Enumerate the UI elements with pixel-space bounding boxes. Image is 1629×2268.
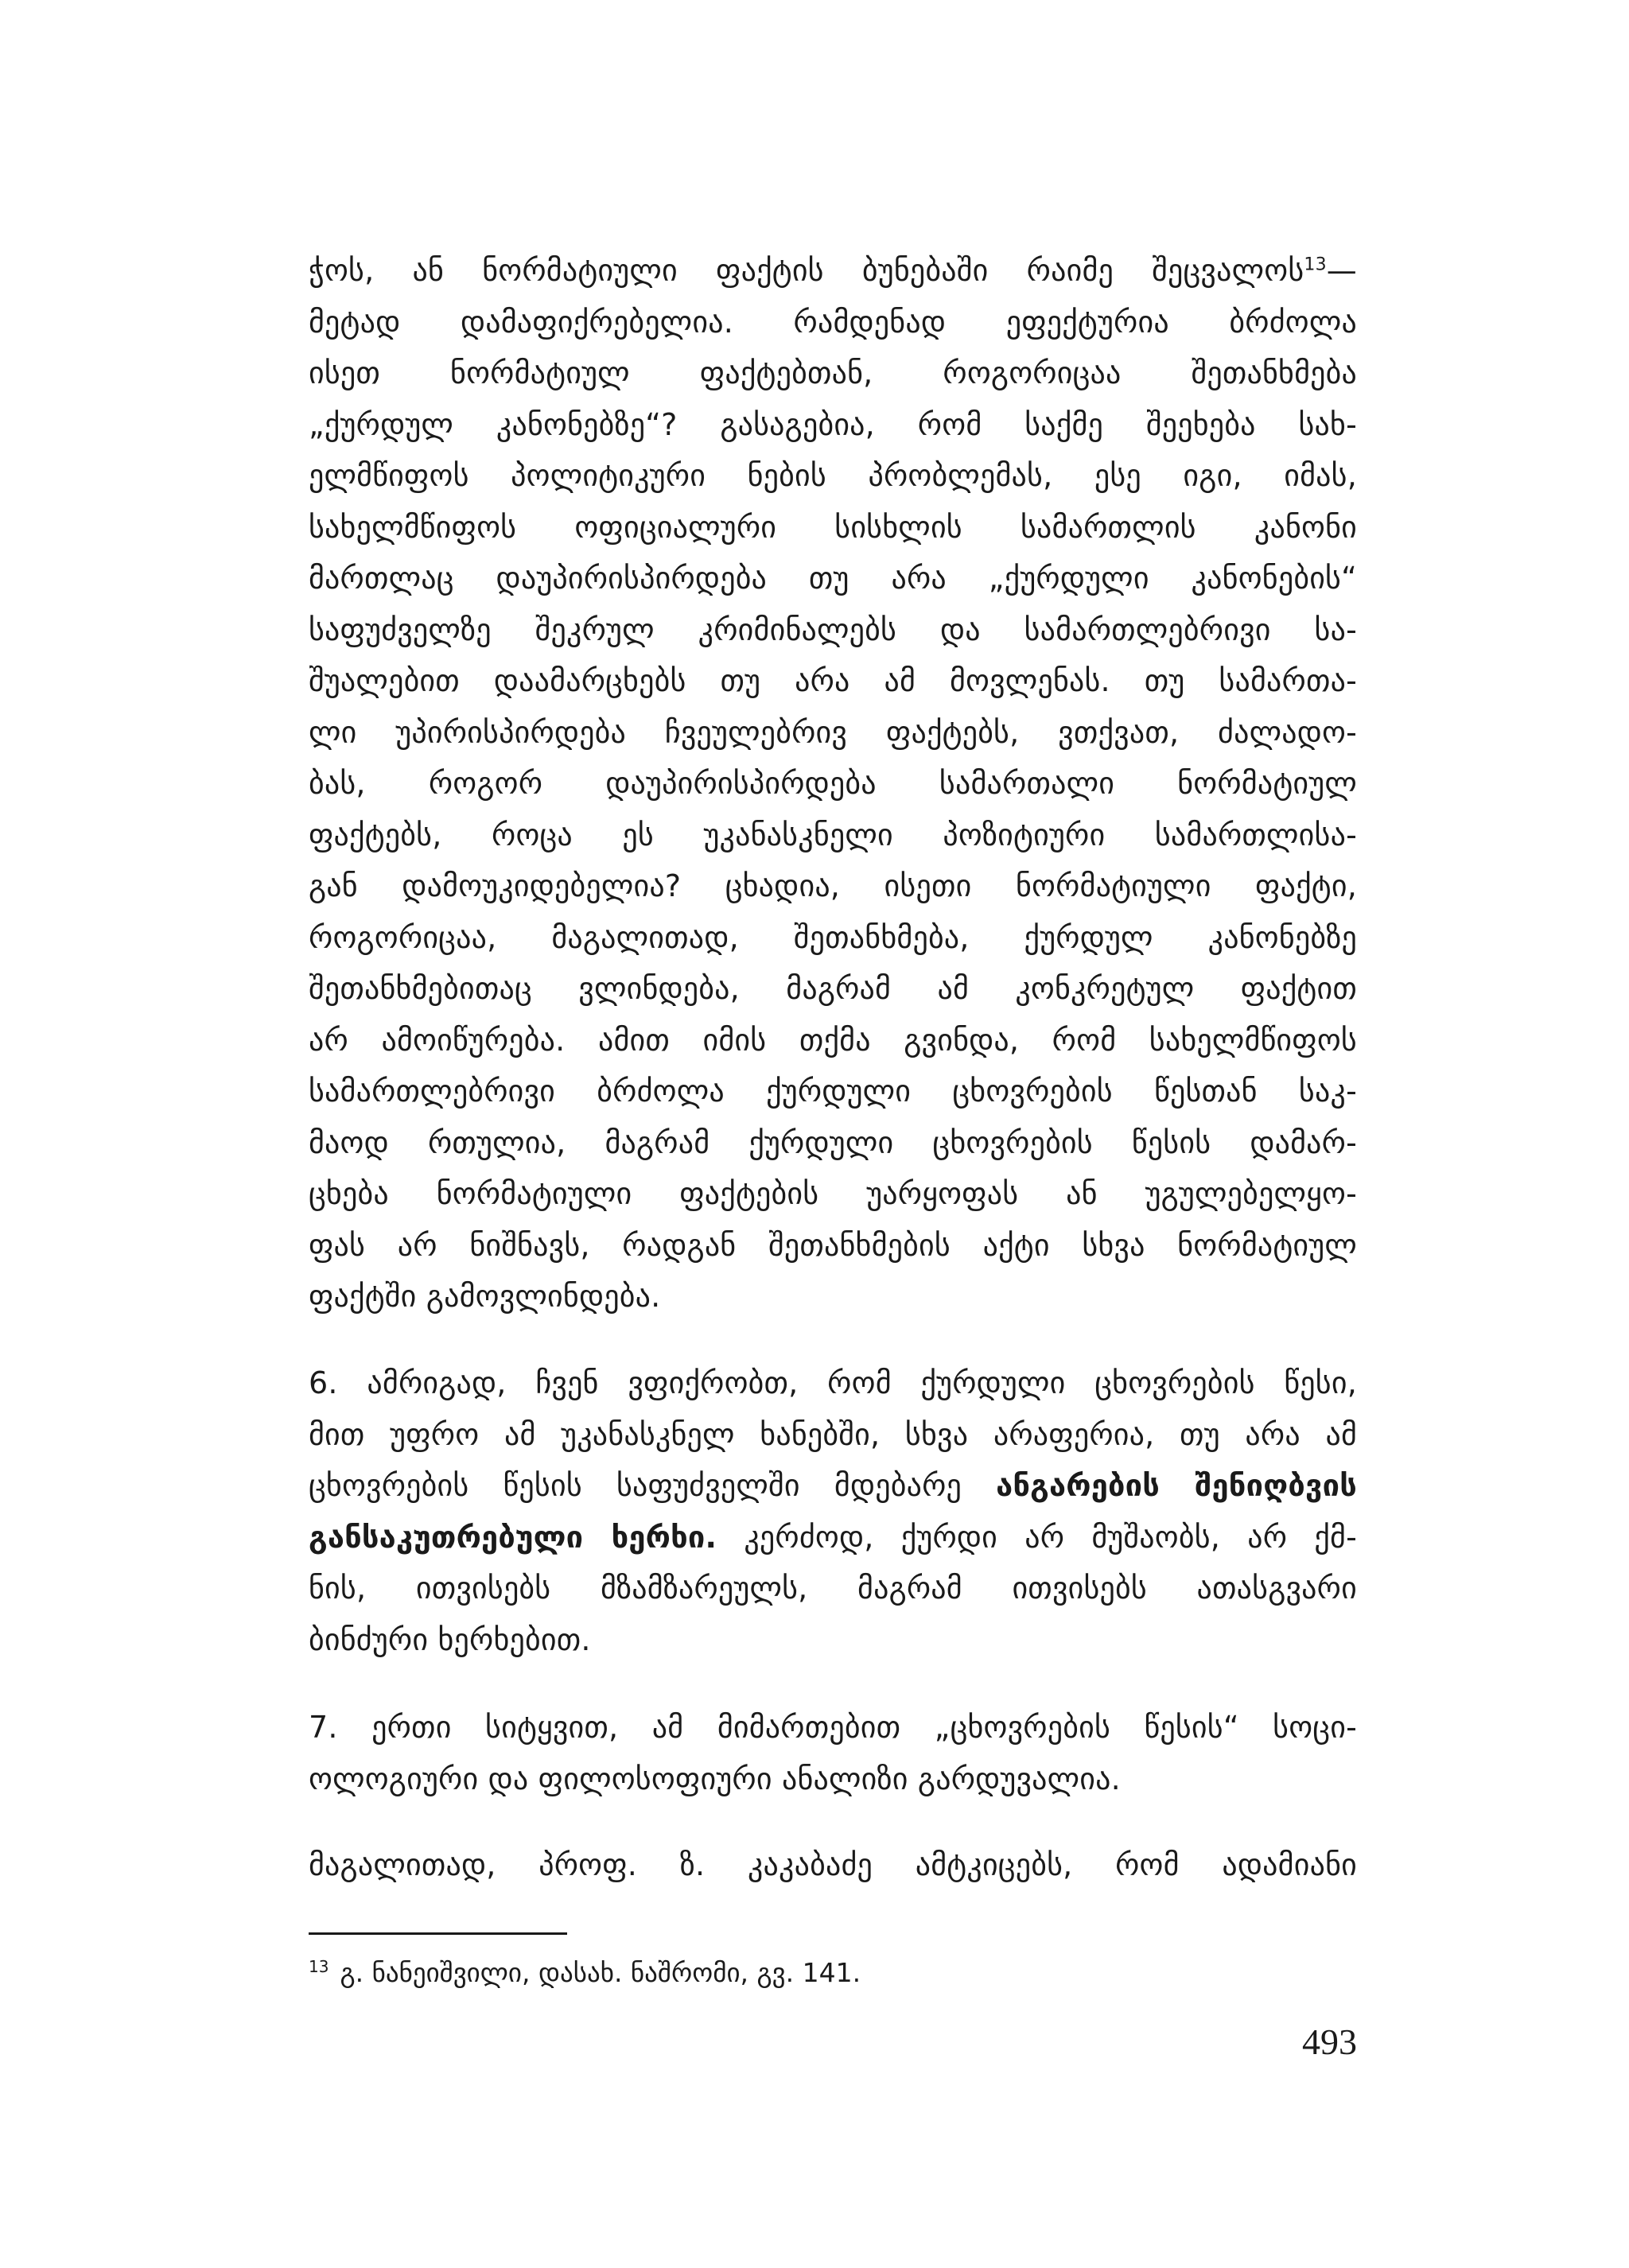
- paragraph-2-line: 6. ამრიგად, ჩვენ ვფიქრობთ, რომ ქურდული ცხოვრების წესი,: [309, 1365, 1357, 1400]
- paragraph-2-line: [309, 1512, 1357, 1563]
- paragraph-1-line: მართლაც დაუპირისპირდება თუ არა „ქურდული კანონების“: [309, 561, 1357, 596]
- paragraph-1-line: „ქურდულ კანონებზე“? გასაგებია, რომ საქმე შეეხება სახ-: [309, 406, 1357, 442]
- paragraph-4-line: მაგალითად, პროფ. ზ. კაკაბაძე ამტკიცებს, რომ ადამიანი: [309, 1847, 1357, 1882]
- paragraph-1-line: ისეთ ნორმატიულ ფაქტებთან, როგორიცაა შეთანხმება: [309, 355, 1357, 390]
- paragraph-2: [309, 1357, 1357, 1665]
- em-dash: —: [1326, 253, 1357, 288]
- paragraph-3-last-line: ოლოგიური და ფილოსოფიური ანალიზი გარდუვალია.: [309, 1761, 1121, 1796]
- line-text: კერძოდ, ქურდი არ მუშაობს, არ ქმ-: [717, 1519, 1357, 1555]
- paragraph-2-line: [309, 1460, 1357, 1512]
- paragraph-2-last-line: ბინძური ხერხებით.: [309, 1621, 591, 1657]
- paragraph-1-line: შუალებით დაამარცხებს თუ არა ამ მოვლენას. თუ სამართა-: [309, 663, 1357, 698]
- paragraph-1-line: ელმწიფოს პოლიტიკური ნების პრობლემას, ესე იგი, იმას,: [309, 458, 1357, 493]
- paragraph-1-line-1: [309, 245, 1357, 297]
- footnote-reference[interactable]: 13: [1304, 254, 1327, 275]
- paragraph-4: [309, 1839, 1357, 1891]
- paragraph-1-line: გან დამოუკიდებელია? ცხადია, ისეთი ნორმატიული ფაქტი,: [309, 868, 1357, 903]
- bold-emphasis: განსაკუთრებული ხერხი.: [309, 1519, 717, 1555]
- footnote: [309, 1953, 1357, 1993]
- paragraph-1-line: ლი უპირისპირდება ჩვეულებრივ ფაქტებს, ვთქვათ, ძალადო-: [309, 714, 1357, 750]
- paragraph-1-line: საფუძველზე შეკრულ კრიმინალებს და სამართლებრივი სა-: [309, 612, 1357, 647]
- paragraph-1-line: არ ამოიწურება. ამით იმის თქმა გვინდა, რომ სახელმწიფოს: [309, 1022, 1357, 1058]
- paragraph-1-line: მეტად დამაფიქრებელია. რამდენად ეფექტურია ბრძოლა: [309, 304, 1357, 340]
- paragraph-1-line: ბას, როგორ დაუპირისპირდება სამართალი ნორმატიულ: [309, 766, 1357, 801]
- paragraph-2-line: მით უფრო ამ უკანასკნელ ხანებში, სხვა არაფერია, თუ არა ამ: [309, 1416, 1357, 1452]
- page-number: 493: [1302, 2021, 1357, 2062]
- paragraph-3-line: 7. ერთი სიტყვით, ამ მიმართებით „ცხოვრების წესის“ სოცი-: [309, 1710, 1357, 1745]
- footnote-mark: 13: [309, 1957, 329, 1976]
- line-text: ცხოვრების წესის საფუძველში მდებარე: [309, 1468, 997, 1503]
- paragraph-1-last-line: ფაქტში გამოვლინდება.: [309, 1279, 661, 1314]
- paragraph-1-line: სამართლებრივი ბრძოლა ქურდული ცხოვრების წესთან საკ-: [309, 1074, 1357, 1109]
- bold-emphasis: ანგარების შენიღბვის: [996, 1468, 1357, 1503]
- paragraph-1-line: როგორიცაა, მაგალითად, შეთანხმება, ქურდულ კანონებზე: [309, 919, 1357, 955]
- footnote-divider: [309, 1932, 567, 1935]
- paragraph-1-line: ცხება ნორმატიული ფაქტების უარყოფას ან უგულებელყო-: [309, 1176, 1357, 1211]
- paragraph-1-line: სახელმწიფოს ოფიციალური სისხლის სამართლის კანონი: [309, 509, 1357, 545]
- paragraph-2-line: ნის, ითვისებს მზამზარეულს, მაგრამ ითვისებს ათასგვარი: [309, 1571, 1357, 1606]
- paragraph-1-line: ფას არ ნიშნავს, რადგან შეთანხმების აქტი სხვა ნორმატიულ: [309, 1227, 1357, 1263]
- paragraph-3: [309, 1702, 1357, 1804]
- paragraph-1-line: შეთანხმებითაც ვლინდება, მაგრამ ამ კონკრეტულ ფაქტით: [309, 971, 1357, 1006]
- line-text: ჭოს, ან ნორმატიული ფაქტის ბუნებაში რაიმე შეცვალოს: [309, 253, 1304, 288]
- paragraph-1-line: ფაქტებს, როცა ეს უკანასკნელი პოზიტიური სამართლისა-: [309, 817, 1357, 852]
- footnote-text: გ. ნანეიშვილი, დასახ. ნაშრომი, გვ. 141.: [340, 1957, 861, 1988]
- paragraph-1: [309, 245, 1357, 1322]
- paragraph-1-line: მაოდ რთულია, მაგრამ ქურდული ცხოვრების წესის დამარ-: [309, 1124, 1357, 1160]
